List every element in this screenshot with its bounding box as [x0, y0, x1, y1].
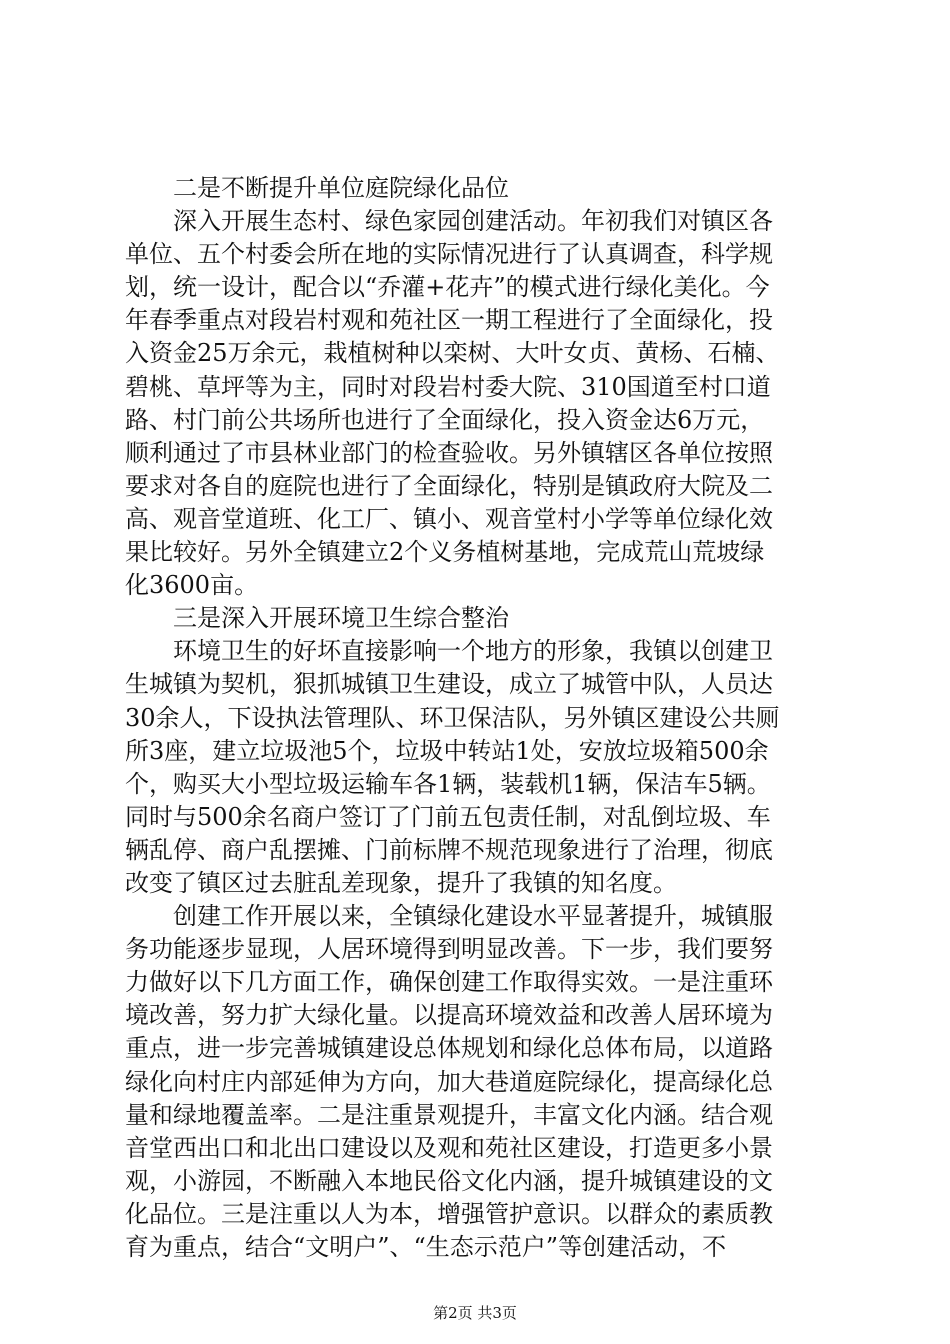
text-line: 务功能逐步显现，人居环境得到明显改善。下一步，我们要努: [125, 935, 773, 964]
text-line: 碧桃、草坪等为主，同时对段岩村委大院、310国道至村口道: [125, 372, 771, 401]
text-line: 同时与500余名商户签订了门前五包责任制，对乱倒垃圾、车: [125, 802, 771, 831]
text-line: 个，购买大小型垃圾运输车各1辆，装载机1辆，保洁车5辆。: [125, 769, 771, 798]
text-line: 果比较好。另外全镇建立2个义务植树基地，完成荒山荒坡绿: [125, 538, 765, 567]
text-line: 绿化向村庄内部延伸为方向，加大巷道庭院绿化，提高绿化总: [125, 1067, 773, 1096]
text-line: 量和绿地覆盖率。二是注重景观提升，丰富文化内涵。结合观: [125, 1100, 773, 1129]
text-line: 所3座，建立垃圾池5个，垃圾中转站1处，安放垃圾箱500余: [125, 736, 769, 765]
text-line: 创建工作开展以来，全镇绿化建设水平显著提升，城镇服: [125, 902, 773, 931]
text-line: 生城镇为契机，狠抓城镇卫生建设，成立了城管中队，人员达: [125, 670, 773, 699]
body-text: [125, 172, 831, 1264]
text-line: 境改善，努力扩大绿化量。以提高环境效益和改善人居环境为: [125, 1001, 773, 1030]
text-line: 辆乱停、商户乱摆摊、门前标牌不规范现象进行了治理，彻底: [125, 835, 773, 864]
page-footer: 第2页 共3页: [433, 1304, 517, 1322]
text-line: 顺利通过了市县林业部门的检查验收。另外镇辖区各单位按照: [125, 438, 773, 467]
text-line: 年春季重点对段岩村观和苑社区一期工程进行了全面绿化，投: [125, 306, 773, 335]
text-line: 育为重点，结合“文明户”、“生态示范户”等创建活动，不: [125, 1233, 727, 1261]
text-line: 改变了镇区过去脏乱差现象，提升了我镇的知名度。: [125, 868, 677, 897]
text-line: 化品位。三是注重以人为本，增强管护意识。以群众的素质教: [125, 1199, 773, 1228]
text-line: 单位、五个村委会所在地的实际情况进行了认真调查，科学规: [125, 240, 773, 269]
text-line: 要求对各自的庭院也进行了全面绿化，特别是镇政府大院及二: [125, 471, 773, 500]
text-line: 高、观音堂道班、化工厂、镇小、观音堂村小学等单位绿化效: [125, 504, 773, 533]
text-line: 重点，进一步完善城镇建设总体规划和绿化总体布局，以道路: [125, 1034, 773, 1063]
text-line: 二是不断提升单位庭院绿化品位: [125, 174, 509, 202]
text-line: 划，统一设计，配合以“乔灌+花卉”的模式进行绿化美化。今: [125, 273, 770, 302]
text-line: 环境卫生的好坏直接影响一个地方的形象，我镇以创建卫: [125, 637, 773, 666]
text-line: 音堂西出口和北出口建设以及观和苑社区建设，打造更多小景: [125, 1133, 773, 1162]
text-line: 路、村门前公共场所也进行了全面绿化，投入资金达6万元，: [125, 405, 765, 434]
text-line: 30余人，下设执法管理队、环卫保洁队，另外镇区建设公共厕: [125, 703, 780, 732]
text-line: 三是深入开展环境卫生综合整治: [125, 604, 509, 633]
text-line: 力做好以下几方面工作，确保创建工作取得实效。一是注重环: [125, 968, 773, 997]
text-line: 入资金25万余元，栽植树种以栾树、大叶女贞、黄杨、石楠、: [125, 339, 780, 368]
text-line: 观，小游园，不断融入本地民俗文化内涵，提升城镇建设的文: [125, 1166, 773, 1195]
text-line: 化3600亩。: [125, 571, 259, 600]
text-line: 深入开展生态村、绿色家园创建活动。年初我们对镇区各: [125, 207, 773, 236]
